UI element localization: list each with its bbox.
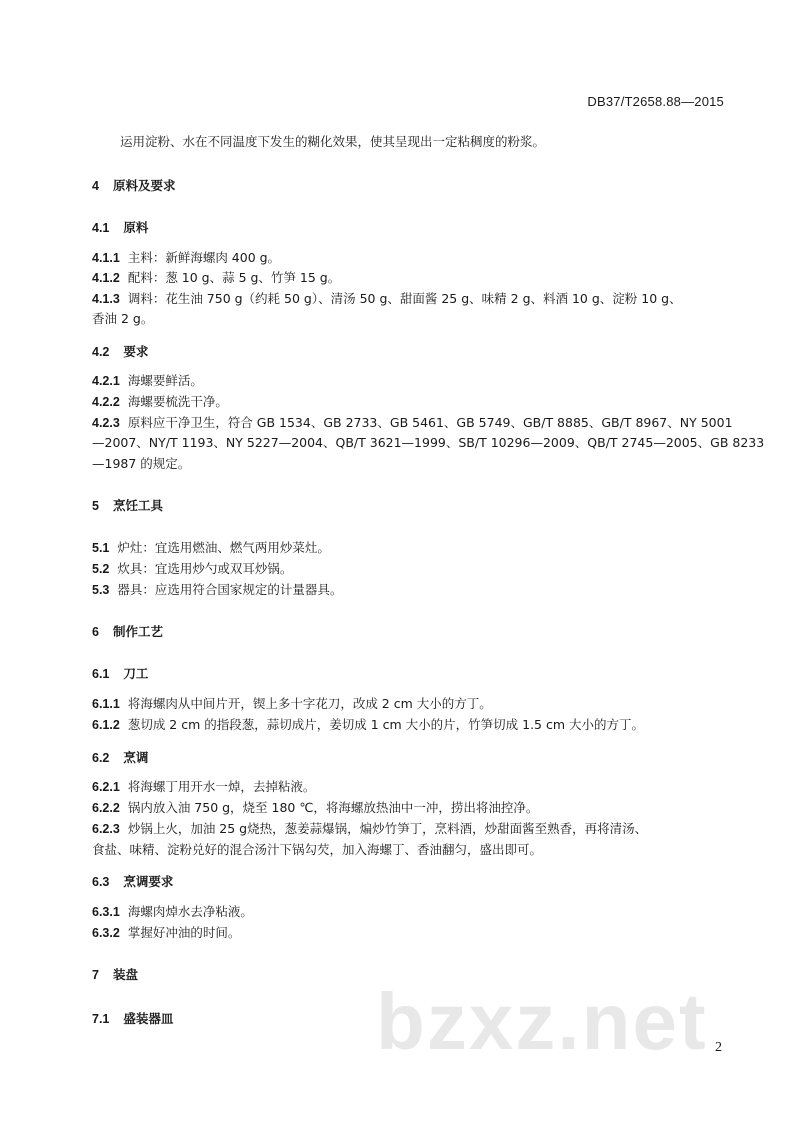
section-4-2-heading bbox=[92, 342, 732, 362]
clause-number: 4.2.1 bbox=[92, 374, 120, 388]
clause-number: 5.3 bbox=[92, 583, 110, 597]
section-title: 制作工艺 bbox=[112, 624, 163, 639]
clause-number: 4.1.2 bbox=[92, 271, 120, 285]
clause-4-2-3 bbox=[92, 413, 732, 433]
clause-5-2 bbox=[92, 559, 732, 579]
clause-number: 4.2.3 bbox=[92, 416, 120, 430]
section-number: 7.1 bbox=[92, 1012, 110, 1026]
intro-paragraph: 运用淀粉、水在不同温度下发生的糊化效果，使其呈现出一定粘稠度的粉浆。 bbox=[120, 134, 546, 149]
clause-number: 6.2.1 bbox=[92, 780, 120, 794]
section-6-2-heading bbox=[92, 748, 732, 768]
clause-number: 6.1.1 bbox=[92, 697, 120, 711]
clause-4-1-3-cont: 香油 2 g。 bbox=[92, 311, 154, 326]
section-6-heading bbox=[92, 622, 732, 642]
clause-number: 5.1 bbox=[92, 541, 110, 555]
clause-6-2-3 bbox=[92, 819, 732, 839]
section-title: 要求 bbox=[123, 344, 149, 359]
clause-text: 锅内放入油 750 g，烧至 180 ℃，将海螺放热油中一冲，捞出将油控净。 bbox=[127, 800, 539, 815]
clause-6-2-3-cont: 食盐、味精、淀粉兑好的混合汤汁下锅勾芡，加入海螺丁、香油翻匀，盛出即可。 bbox=[92, 842, 543, 857]
section-title: 原料 bbox=[123, 220, 149, 235]
clause-5-1 bbox=[92, 538, 732, 558]
clause-text: 海螺要鲜活。 bbox=[127, 373, 203, 388]
section-title: 原料及要求 bbox=[112, 178, 176, 193]
clause-number: 6.3.1 bbox=[92, 905, 120, 919]
section-title: 烹饪工具 bbox=[112, 498, 163, 513]
clause-text: 炉灶：宜选用燃油、燃气两用炒菜灶。 bbox=[117, 540, 330, 555]
clause-number: 4.1.3 bbox=[92, 292, 120, 306]
clause-4-2-2 bbox=[92, 392, 732, 412]
section-number: 6.1 bbox=[92, 667, 110, 681]
clause-4-1-1 bbox=[92, 248, 732, 268]
clause-text: 配料：葱 10 g、蒜 5 g、竹笋 15 g。 bbox=[127, 270, 341, 285]
clause-number: 6.2.3 bbox=[92, 822, 120, 836]
section-number: 6.3 bbox=[92, 875, 110, 889]
clause-5-3 bbox=[92, 580, 732, 600]
section-6-3-heading bbox=[92, 872, 732, 892]
clause-4-2-1 bbox=[92, 371, 732, 391]
standard-code: DB37/T2658.88—2015 bbox=[587, 94, 724, 109]
clause-number: 6.1.2 bbox=[92, 718, 120, 732]
clause-text: 炊具：宜选用炒勺或双耳炒锅。 bbox=[117, 561, 293, 576]
section-number: 5 bbox=[92, 499, 99, 513]
clause-6-3-2 bbox=[92, 923, 732, 943]
section-title: 装盘 bbox=[112, 967, 138, 982]
clause-number: 6.3.2 bbox=[92, 926, 120, 940]
clause-number: 5.2 bbox=[92, 562, 110, 576]
clause-text: 主料：新鲜海螺肉 400 g。 bbox=[127, 250, 281, 265]
section-4-heading bbox=[92, 176, 732, 196]
clause-text: 掌握好冲油的时间。 bbox=[127, 925, 241, 940]
section-title: 盛装器皿 bbox=[123, 1011, 174, 1026]
clause-number: 4.2.2 bbox=[92, 395, 120, 409]
clause-text: 将海螺丁用开水一焯，去掉粘液。 bbox=[127, 779, 316, 794]
clause-text: 将海螺肉从中间片开，锲上多十字花刀，改成 2 cm 大小的方丁。 bbox=[127, 696, 492, 711]
watermark: bzxz.net bbox=[376, 977, 708, 1066]
section-number: 6 bbox=[92, 625, 99, 639]
section-number: 4 bbox=[92, 179, 99, 193]
section-number: 7 bbox=[92, 968, 99, 982]
clause-4-1-2 bbox=[92, 268, 732, 288]
section-title: 烹调要求 bbox=[123, 874, 174, 889]
clause-text: 原料应干净卫生，符合 GB 1534、GB 2733、GB 5461、GB 5749、GB/T 8885、GB/T 8967、NY 5001 bbox=[127, 415, 733, 430]
clause-number: 6.2.2 bbox=[92, 801, 120, 815]
section-5-heading bbox=[92, 496, 732, 516]
clause-text: 葱切成 2 cm 的指段葱，蒜切成片，姜切成 1 cm 大小的片，竹笋切成 1.5 cm 大小的方丁。 bbox=[127, 717, 645, 732]
clause-text: 炒锅上火，加油 25 g烧热，葱姜蒜爆锅，煸炒竹笋丁，烹料酒，炒甜面酱至熟香，再将清汤、 bbox=[127, 821, 648, 836]
clause-4-2-3-cont: —2007、NY/T 1193、NY 5227—2004、QB/T 3621—1999、SB/T 10296—2009、QB/T 2745—2005、GB 8233 bbox=[92, 435, 765, 450]
clause-6-2-1 bbox=[92, 777, 732, 797]
clause-6-1-2 bbox=[92, 715, 732, 735]
clause-4-2-3-cont2: —1987 的规定。 bbox=[92, 456, 191, 471]
section-number: 4.1 bbox=[92, 221, 110, 235]
clause-text: 调料：花生油 750 g（约耗 50 g）、清汤 50 g、甜面酱 25 g、味精 2 g、料酒 10 g、淀粉 10 g、 bbox=[127, 291, 682, 306]
section-number: 6.2 bbox=[92, 751, 110, 765]
clause-6-2-2 bbox=[92, 798, 732, 818]
section-number: 4.2 bbox=[92, 345, 110, 359]
clause-4-1-3 bbox=[92, 289, 732, 309]
clause-6-3-1 bbox=[92, 902, 732, 922]
section-title: 刀工 bbox=[123, 666, 149, 681]
clause-text: 器具：应选用符合国家规定的计量器具。 bbox=[117, 582, 343, 597]
page-number: 2 bbox=[715, 1040, 722, 1055]
section-4-1-heading bbox=[92, 218, 732, 238]
section-title: 烹调 bbox=[123, 750, 149, 765]
clause-6-1-1 bbox=[92, 694, 732, 714]
section-6-1-heading bbox=[92, 664, 732, 684]
clause-text: 海螺肉焯水去净粘液。 bbox=[127, 904, 253, 919]
clause-text: 海螺要梳洗干净。 bbox=[127, 394, 228, 409]
clause-number: 4.1.1 bbox=[92, 251, 120, 265]
